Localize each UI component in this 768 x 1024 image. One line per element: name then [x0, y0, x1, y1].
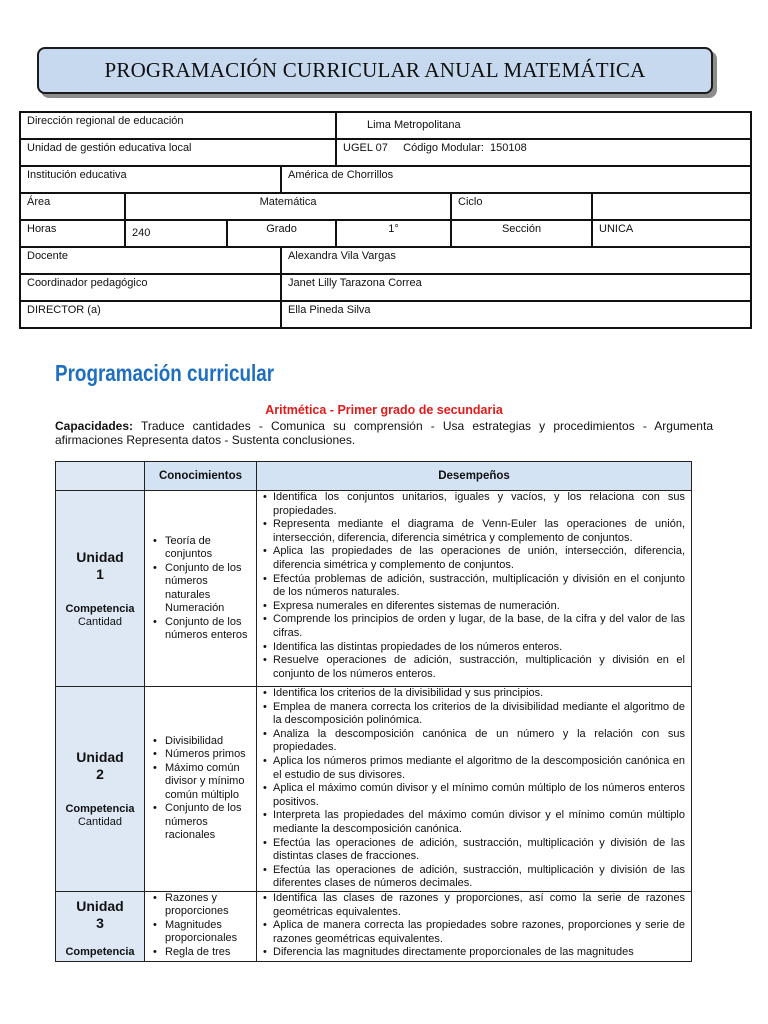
performance-item: • Identifica las clases de razones y proporciones, así como la serie de razones geométricas equivalentes.: [263, 892, 685, 919]
performance-item: • Resuelve operaciones de adición, sustracción, multiplicación y división en el conjunto de los números enteros.: [263, 654, 685, 681]
performance-cell: [257, 687, 692, 892]
area-label: Área: [20, 193, 125, 220]
dre-label: Dirección regional de educación: [20, 112, 336, 139]
performance-item: • Emplea de manera correcta los criterios de la divisibilidad mediante el algoritmo de la descomposición polinómica.: [263, 701, 685, 728]
dre-value: Lima Metropolitana: [336, 112, 751, 139]
unit-row: [56, 491, 692, 687]
header-blank-cell: [56, 462, 145, 491]
performance-item: • Expresa numerales en diferentes sistemas de numeración.: [263, 600, 685, 614]
performance-item: • Diferencia las magnitudes directamente proporcionales de las magnitudes: [263, 946, 685, 960]
performance-cell: [257, 491, 692, 687]
knowledge-item: • Divisibilidad: [153, 735, 252, 749]
performance-item: • Analiza la descomposición canónica de un número y la relación con sus propiedades.: [263, 728, 685, 755]
performance-item: • Aplica los números primos mediante el algoritmo de la descomposición canónica en el estudio de sus divisores.: [263, 755, 685, 782]
competence-label: Competencia: [65, 945, 135, 958]
unit-cell: [56, 687, 145, 892]
competence-label: Competencia: [65, 602, 135, 615]
knowledge-item: • Conjunto de los números enteros: [153, 616, 252, 643]
performance-item: • Identifica los conjuntos unitarios, iguales y vacíos, y los relaciona con sus propiedades.: [263, 491, 685, 518]
knowledge-cell: [145, 891, 257, 961]
header-performance: Desempeños: [257, 462, 692, 491]
unit-cell: [56, 891, 145, 961]
unit-number: 1: [96, 565, 104, 582]
docente-value: Alexandra Vila Vargas: [281, 247, 751, 274]
curriculum-table: [55, 461, 692, 962]
performance-item: • Identifica los criterios de la divisibilidad y sus principios.: [263, 687, 685, 701]
knowledge-cell: [145, 687, 257, 892]
performance-item: • Interpreta las propiedades del máximo común divisor y el mínimo común múltiplo mediante la descomposición canónica.: [263, 809, 685, 836]
knowledge-item: • Teoría de conjuntos: [153, 535, 252, 562]
competence-label: Competencia: [65, 802, 135, 815]
seccion-label: Sección: [451, 220, 592, 247]
section-title: Programación curricular: [55, 360, 275, 386]
capacities-paragraph: [55, 419, 713, 447]
performance-cell: [257, 891, 692, 961]
performance-item: • Efectúa problemas de adición, sustracción, multiplicación y división en el conjunto de los números naturales.: [263, 573, 685, 600]
unit-label: Unidad: [76, 548, 124, 565]
seccion-value: UNICA: [592, 220, 751, 247]
capacities-text: Traduce cantidades - Comunica su comprensión - Usa estrategias y procedimientos - Argumenta afirmaciones Representa datos - Sustenta conclusiones.: [55, 419, 713, 447]
performance-item: • Comprende los principios de orden y lugar, de la base, de la cifra y del valor de las cifras.: [263, 613, 685, 640]
director-value: Ella Pineda Silva: [281, 301, 751, 328]
ugel-value: UGEL 07 Código Modular: 150108: [336, 139, 751, 166]
coordinator-label: Coordinador pedagógico: [20, 274, 281, 301]
general-info-table: [19, 111, 752, 329]
docente-label: Docente: [20, 247, 281, 274]
ugel-label: Unidad de gestión educativa local: [20, 139, 336, 166]
competence-value: Cantidad: [77, 615, 123, 628]
area-value: Matemática: [125, 193, 451, 220]
unit-label: Unidad: [76, 897, 124, 914]
director-label: DIRECTOR (a): [20, 301, 281, 328]
unit-number: 2: [96, 765, 104, 782]
performance-item: • Aplica de manera correcta las propiedades sobre razones, proporciones y serie de razones geométricas equivalentes.: [263, 919, 685, 946]
grado-value: 1°: [336, 220, 451, 247]
capacities-label: Capacidades:: [55, 419, 134, 433]
unit-label: Unidad: [76, 748, 124, 765]
header-knowledge: Conocimientos: [145, 462, 257, 491]
document-title: PROGRAMACIÓN CURRICULAR ANUAL MATEMÁTICA: [104, 58, 646, 82]
document-title-banner: [37, 47, 713, 94]
ciclo-value: [592, 193, 751, 220]
performance-item: • Representa mediante el diagrama de Venn-Euler las operaciones de unión, intersección, diferencia, diferencia simétrica y complemento de conjuntos.: [263, 518, 685, 545]
horas-label: Horas: [20, 220, 125, 247]
knowledge-item: • Números primos: [153, 748, 252, 762]
unit-row: [56, 891, 692, 961]
performance-item: • Aplica el máximo común divisor y el mínimo común múltiplo de los números enteros positivos.: [263, 782, 685, 809]
coordinator-value: Janet Lilly Tarazona Correa: [281, 274, 751, 301]
knowledge-cell: [145, 491, 257, 687]
knowledge-item: • Conjunto de los números racionales: [153, 802, 252, 843]
section-subtitle: Aritmética - Primer grado de secundaria: [265, 403, 503, 417]
horas-value: 240: [125, 220, 227, 247]
institution-label: Institución educativa: [20, 166, 281, 193]
performance-item: • Efectúa las operaciones de adición, sustracción, multiplicación y división de las diferentes clases de números decimales.: [263, 864, 685, 891]
unit-row: [56, 687, 692, 892]
competence-value: Cantidad: [77, 815, 123, 828]
ciclo-label: Ciclo: [451, 193, 592, 220]
knowledge-item: • Máximo común divisor y mínimo común múltiplo: [153, 762, 252, 803]
performance-item: • Efectúa las operaciones de adición, sustracción, multiplicación y división de las distintas clases de fracciones.: [263, 837, 685, 864]
performance-item: • Aplica las propiedades de las operaciones de unión, intersección, diferencia, diferencia simétrica y complemento de conjuntos.: [263, 545, 685, 572]
knowledge-item: • Regla de tres: [153, 946, 252, 960]
performance-item: • Identifica las distintas propiedades de los números enteros.: [263, 641, 685, 655]
knowledge-item: • Razones y proporciones: [153, 892, 252, 919]
unit-cell: [56, 491, 145, 687]
knowledge-item: • Conjunto de los números naturales Numeración: [153, 562, 252, 616]
institution-value: América de Chorrillos: [281, 166, 751, 193]
grado-label: Grado: [227, 220, 336, 247]
unit-number: 3: [96, 914, 104, 931]
knowledge-item: • Magnitudes proporcionales: [153, 919, 252, 946]
